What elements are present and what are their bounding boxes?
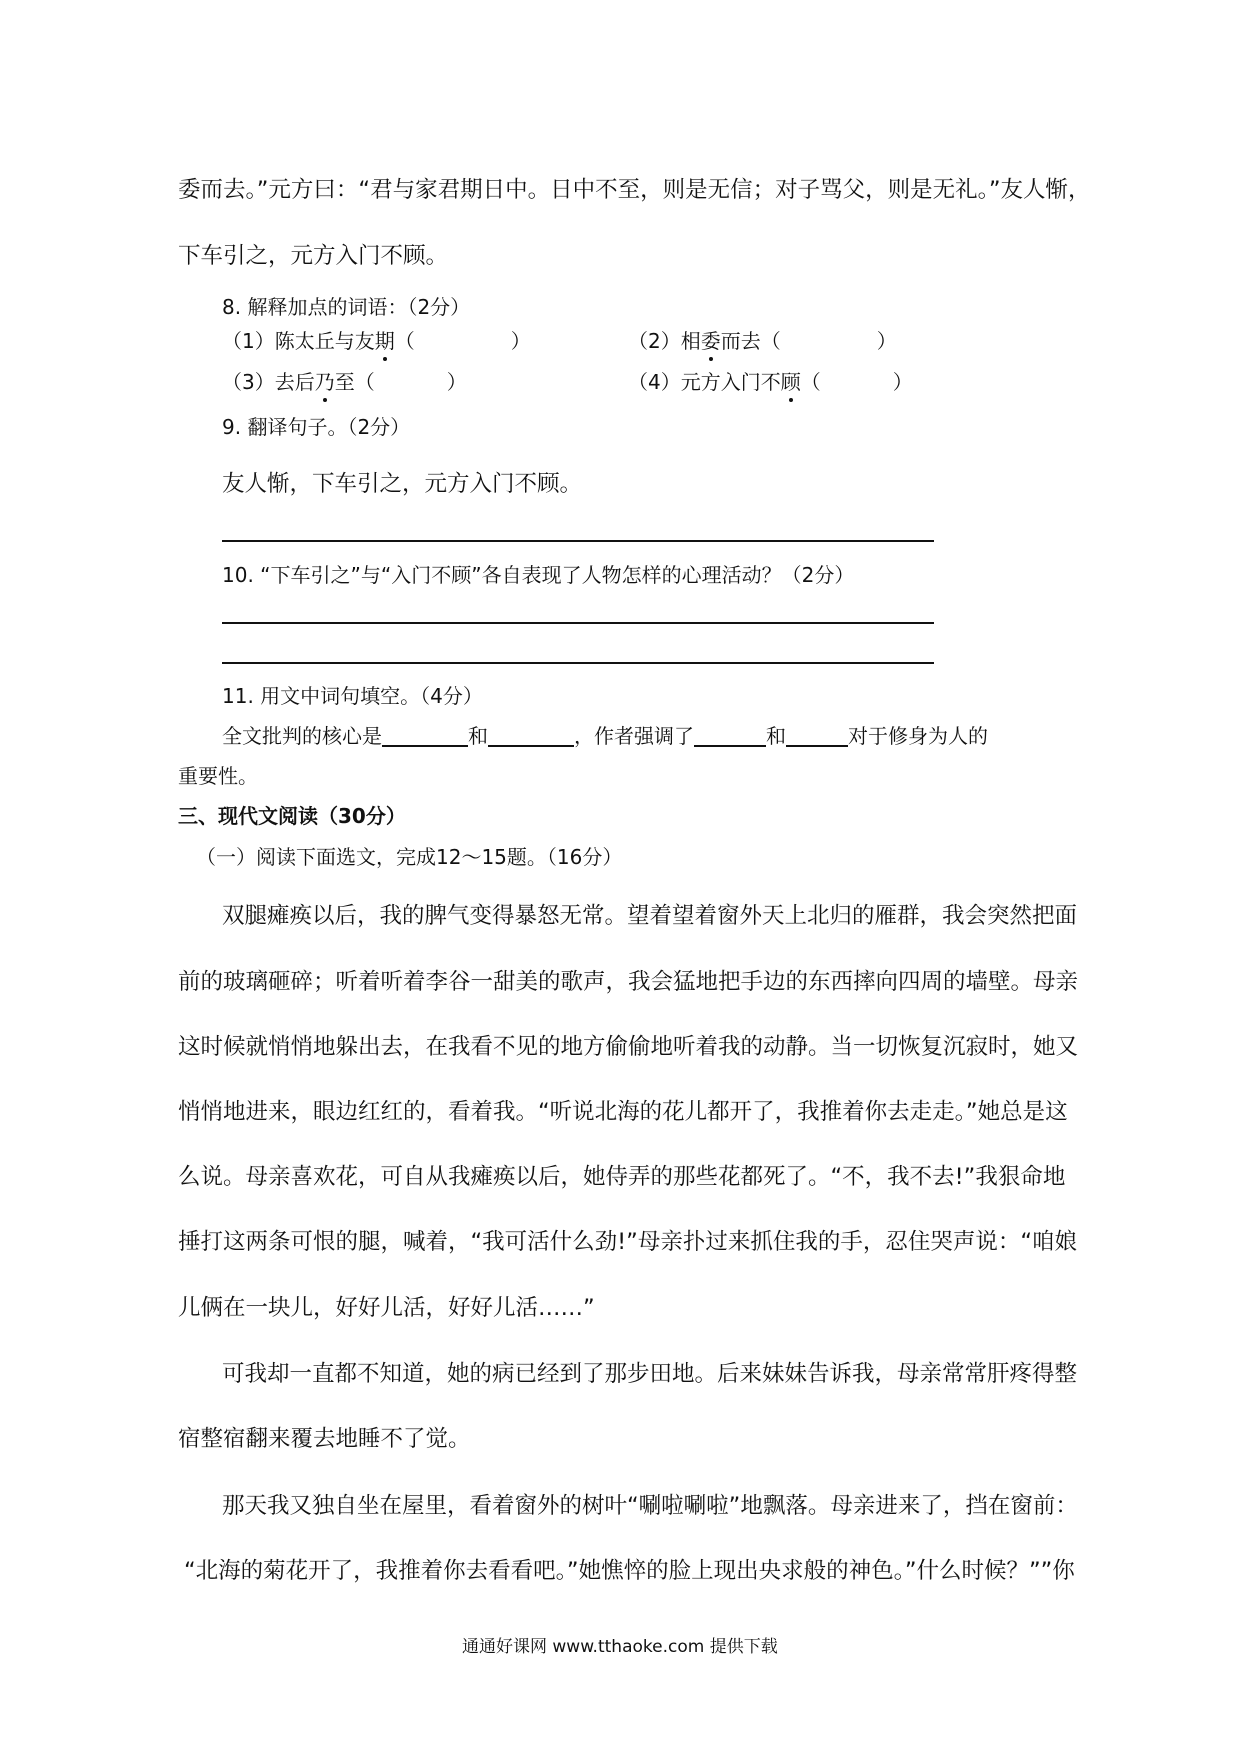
fill-blank xyxy=(694,725,766,747)
paragraph-1-line: 捶打这两条可恨的腿，喊着，“我可活什么劲!”母亲扑过来抓住我的手，忍住哭声说：“咱娘 xyxy=(178,1229,1077,1255)
question-8-item-4: （4）元方入门不顾（ ） xyxy=(628,366,913,395)
paragraph-1-line: 前的玻璃砸碎；听着听着李谷一甜美的歌声，我会猛地把手边的东西摔向四周的墙壁。母亲 xyxy=(178,969,1079,995)
section-subheading: （一）阅读下面选文，完成12～15题。（16分） xyxy=(196,845,623,869)
passage-line-1: 委而去。”元方曰：“君与家君期日中。日中不至，则是无信；对子骂父，则是无礼。”友人惭， xyxy=(178,177,1091,203)
dotted-char: 期 xyxy=(375,325,395,354)
section-heading: 三、现代文阅读（30分） xyxy=(178,804,406,828)
question-8-item-2: （2）相委而去（ ） xyxy=(628,325,897,354)
fill-blank xyxy=(786,725,848,747)
paragraph-3-line: “北海的菊花开了，我推着你去看看吧。”她憔悴的脸上现出央求般的神色。”什么时候？””你 xyxy=(184,1558,1075,1584)
paragraph-2-line: 可我却一直都不知道，她的病已经到了那步田地。后来妹妹告诉我，母亲常常肝疼得整 xyxy=(222,1361,1078,1387)
answer-line xyxy=(222,622,934,624)
question-10-title: 10. “下车引之”与“入门不顾”各自表现了人物怎样的心理活动？（2分） xyxy=(222,563,855,587)
page-footer: 通通好课网 www.tthaoke.com 提供下载 xyxy=(462,1637,778,1657)
question-11-line-2: 重要性。 xyxy=(178,764,258,788)
passage-line-2: 下车引之，元方入门不顾。 xyxy=(178,243,449,269)
question-8-item-1: （1）陈太丘与友期（ ） xyxy=(222,325,531,354)
answer-line xyxy=(222,662,934,664)
question-8-title: 8. 解释加点的词语：（2分） xyxy=(222,295,471,319)
dotted-char: 顾 xyxy=(781,366,801,395)
question-9-title: 9. 翻译句子。（2分） xyxy=(222,415,411,439)
paragraph-3-line: 那天我又独自坐在屋里，看着窗外的树叶“唰啦唰啦”地飘落。母亲进来了，挡在窗前： xyxy=(222,1493,1078,1519)
dotted-char: 委 xyxy=(701,325,721,354)
question-11-fill: 全文批判的核心是 和 ，作者强调了 和 对于修身为人的 xyxy=(222,724,988,748)
paragraph-1-line: 悄悄地进来，眼边红红的，看着我。“听说北海的花儿都开了，我推着你去走走。”她总是这 xyxy=(178,1099,1068,1125)
paragraph-1-line: 么说。母亲喜欢花，可自从我瘫痪以后，她侍弄的那些花都死了。“不，我不去!”我狠命地 xyxy=(178,1164,1066,1190)
question-9-sentence: 友人惭，下车引之，元方入门不顾。 xyxy=(222,471,583,497)
dotted-char: 乃 xyxy=(315,366,335,395)
question-11-title: 11. 用文中词句填空。（4分） xyxy=(222,684,483,708)
fill-blank xyxy=(488,725,574,747)
fill-blank xyxy=(382,725,468,747)
answer-line xyxy=(222,540,934,542)
paragraph-1-line: 儿俩在一块儿，好好儿活，好好儿活……” xyxy=(178,1295,595,1321)
paragraph-2-line: 宿整宿翻来覆去地睡不了觉。 xyxy=(178,1426,471,1452)
paragraph-1-line: 这时候就悄悄地躲出去，在我看不见的地方偷偷地听着我的动静。当一切恢复沉寂时，她又 xyxy=(178,1034,1079,1060)
paragraph-1-line: 双腿瘫痪以后，我的脾气变得暴怒无常。望着望着窗外天上北归的雁群，我会突然把面 xyxy=(222,903,1078,929)
question-8-item-3: （3）去后乃至（ ） xyxy=(222,366,467,395)
